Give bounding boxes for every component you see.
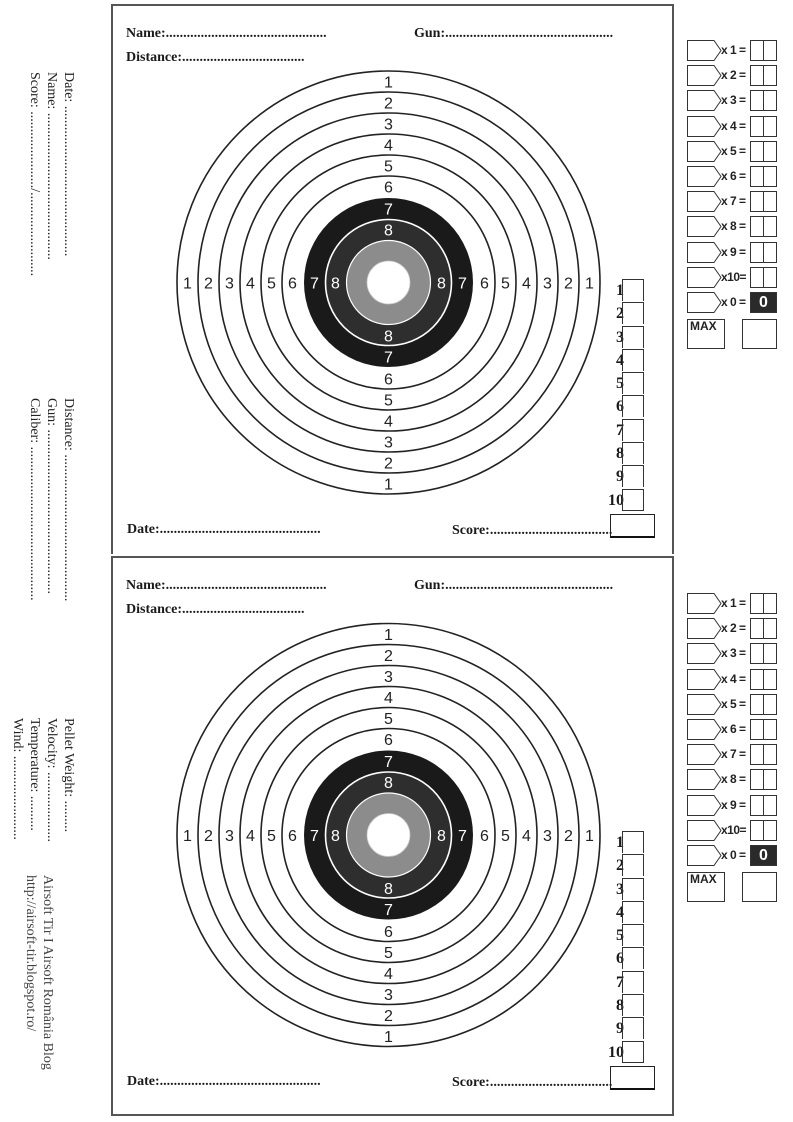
multiplier-label: x 4 = bbox=[721, 118, 746, 133]
score-field[interactable]: Score:................................... bbox=[452, 1075, 613, 1090]
ring-label: 4 bbox=[384, 137, 393, 155]
shot-number: 8 bbox=[616, 997, 624, 1015]
ring-label: 4 bbox=[384, 690, 393, 707]
date-field[interactable]: Date:.............................................. bbox=[127, 1074, 321, 1089]
ring-label: 6 bbox=[384, 179, 393, 197]
multiplier-label: x 6 = bbox=[721, 168, 746, 183]
count-arrow-box-icon[interactable] bbox=[687, 795, 722, 816]
shot-score-box[interactable] bbox=[622, 1017, 644, 1039]
date-field[interactable]: Date:.............................................. bbox=[127, 522, 321, 537]
ring-label: 6 bbox=[288, 275, 297, 293]
shot-row bbox=[596, 442, 656, 465]
ring-label: 4 bbox=[522, 828, 531, 845]
tally-row bbox=[687, 166, 787, 191]
tally-row bbox=[687, 744, 787, 769]
tally-row bbox=[687, 216, 787, 241]
tally-row bbox=[687, 40, 787, 65]
shot-row bbox=[596, 878, 656, 901]
ring-label: 2 bbox=[384, 95, 393, 113]
shot-row bbox=[596, 947, 656, 970]
shot-score-box[interactable] bbox=[622, 372, 644, 394]
target-bottom[interactable] bbox=[177, 624, 600, 1047]
temperature-line[interactable]: Temperature: .......... bbox=[27, 718, 42, 831]
ring-label: 1 bbox=[585, 828, 594, 845]
ring-label: 3 bbox=[384, 669, 393, 686]
multiplier-label: x 9 = bbox=[721, 244, 746, 259]
product-result-box[interactable] bbox=[750, 141, 777, 162]
multiplier-label: x 9 = bbox=[721, 797, 746, 812]
count-arrow-box-icon[interactable] bbox=[687, 292, 722, 313]
ring-label: 6 bbox=[384, 732, 393, 749]
count-arrow-box-icon[interactable] bbox=[687, 618, 722, 639]
shot-score-box[interactable] bbox=[622, 947, 644, 969]
ring-label: 2 bbox=[384, 455, 393, 473]
shot-row bbox=[596, 854, 656, 877]
tally-row bbox=[687, 292, 787, 317]
grand-total-box[interactable] bbox=[742, 872, 777, 902]
multiplier-label: x 0 = bbox=[721, 294, 746, 309]
shot-score-box[interactable] bbox=[622, 279, 644, 301]
tally-row bbox=[687, 769, 787, 794]
shot-score-box[interactable] bbox=[622, 302, 644, 324]
total-score-box[interactable] bbox=[610, 1066, 655, 1090]
product-result-box[interactable] bbox=[750, 694, 777, 715]
ring-label: 8 bbox=[331, 275, 340, 293]
ring-label: 1 bbox=[384, 74, 393, 92]
shot-number: 6 bbox=[616, 950, 624, 968]
ring-label: 8 bbox=[331, 828, 340, 845]
ring-label: 4 bbox=[522, 275, 531, 293]
shot-number: 3 bbox=[616, 880, 624, 898]
shot-score-box[interactable] bbox=[622, 326, 644, 348]
ring-label: 5 bbox=[384, 158, 393, 176]
distance-field[interactable]: Distance:................................... bbox=[126, 50, 305, 65]
product-result-box[interactable] bbox=[750, 65, 777, 86]
tally-row bbox=[687, 795, 787, 820]
grand-total-box[interactable] bbox=[742, 319, 777, 349]
tally-row bbox=[687, 694, 787, 719]
score-field[interactable]: Score:................................... bbox=[452, 523, 613, 538]
count-arrow-box-icon[interactable] bbox=[687, 242, 722, 263]
multiplier-label: x10= bbox=[721, 269, 747, 284]
multiplier-label: x10= bbox=[721, 822, 747, 837]
shot-row bbox=[596, 395, 656, 418]
count-arrow-box-icon[interactable] bbox=[687, 593, 722, 614]
date-line[interactable]: Date: ........................................... bbox=[61, 72, 76, 257]
credits-url[interactable]: http://airsoft-tir.blogspot.ro/ bbox=[23, 875, 38, 1032]
shot-score-box[interactable] bbox=[622, 489, 644, 511]
multiplier-label: x 0 = bbox=[721, 847, 746, 862]
shot-score-box[interactable] bbox=[622, 854, 644, 876]
max-box[interactable]: MAX bbox=[687, 872, 725, 902]
multiplier-label: x 6 = bbox=[721, 721, 746, 736]
velocity-line[interactable]: Velocity: .................... bbox=[44, 718, 59, 843]
ring-label: 8 bbox=[384, 328, 393, 346]
product-result-box[interactable] bbox=[750, 618, 777, 639]
ring-label: 5 bbox=[384, 711, 393, 728]
ring-label: 2 bbox=[204, 275, 213, 293]
count-arrow-box-icon[interactable] bbox=[687, 191, 722, 212]
ring-label: 1 bbox=[384, 1029, 393, 1046]
ring-label: 6 bbox=[384, 924, 393, 941]
gun-line[interactable]: Gun: ............................................... bbox=[44, 398, 59, 594]
ring-label: 4 bbox=[384, 413, 393, 431]
shot-number: 10 bbox=[608, 1043, 624, 1061]
shot-number: 9 bbox=[616, 1020, 624, 1038]
ring-label: 3 bbox=[543, 275, 552, 293]
name-field[interactable]: Name:.............................................. bbox=[126, 578, 327, 593]
shot-row bbox=[596, 465, 656, 488]
tally-row bbox=[687, 90, 787, 115]
score-line[interactable]: Score: ....................../........................ bbox=[27, 72, 42, 277]
ring-label: 4 bbox=[384, 966, 393, 983]
count-arrow-box-icon[interactable] bbox=[687, 820, 722, 841]
tally-row bbox=[687, 643, 787, 668]
name-line[interactable]: Name: .......................................... bbox=[44, 72, 59, 260]
shot-score-box[interactable] bbox=[622, 878, 644, 900]
shot-row bbox=[596, 326, 656, 349]
shot-score-box[interactable] bbox=[622, 901, 644, 923]
ring-label: 3 bbox=[384, 434, 393, 452]
shot-number: 7 bbox=[616, 421, 624, 439]
multiplier-label: x 8 = bbox=[721, 772, 746, 787]
multiplier-label: x 2 = bbox=[721, 68, 746, 83]
product-result-box[interactable] bbox=[750, 216, 777, 237]
count-arrow-box-icon[interactable] bbox=[687, 769, 722, 790]
pellet-weight-line[interactable]: Pellet Weight: ......... bbox=[61, 718, 76, 833]
ring-label: 8 bbox=[384, 222, 393, 240]
ring-label: 2 bbox=[384, 1008, 393, 1025]
count-arrow-box-icon[interactable] bbox=[687, 141, 722, 162]
product-result-box[interactable] bbox=[750, 795, 777, 816]
gun-field[interactable]: Gun:................................................ bbox=[414, 26, 614, 41]
zero-result-box: 0 bbox=[750, 845, 777, 866]
shot-number: 5 bbox=[616, 927, 624, 945]
multiplier-label: x 3 = bbox=[721, 646, 746, 661]
tally-row bbox=[687, 267, 787, 292]
shot-score-box[interactable] bbox=[622, 831, 644, 853]
multiplier-label: x 1 = bbox=[721, 43, 746, 57]
ring-label: 7 bbox=[384, 754, 393, 771]
shot-row bbox=[596, 372, 656, 395]
shot-row bbox=[596, 279, 656, 302]
count-arrow-box-icon[interactable] bbox=[687, 643, 722, 664]
product-result-box[interactable] bbox=[750, 267, 777, 288]
product-result-box[interactable] bbox=[750, 90, 777, 111]
shot-row bbox=[596, 419, 656, 442]
ring-label: 5 bbox=[267, 828, 276, 845]
count-arrow-box-icon[interactable] bbox=[687, 65, 722, 86]
shot-row bbox=[596, 1041, 656, 1064]
shot-row bbox=[596, 1017, 656, 1040]
ring-label: 6 bbox=[288, 828, 297, 845]
multiplier-label: x 7 = bbox=[721, 194, 746, 209]
count-arrow-box-icon[interactable] bbox=[687, 719, 722, 740]
ring-label: 8 bbox=[384, 881, 393, 898]
ring-label: 3 bbox=[225, 828, 234, 845]
credits-title: Airsoft Tir I Airsoft România Blog bbox=[40, 875, 55, 1070]
ring-label: 1 bbox=[183, 275, 192, 293]
ring-label: 7 bbox=[310, 275, 319, 293]
tally-row bbox=[687, 669, 787, 694]
shot-number: 10 bbox=[608, 491, 624, 509]
ring-label: 5 bbox=[501, 828, 510, 845]
ring-label: 5 bbox=[267, 275, 276, 293]
tally-row bbox=[687, 719, 787, 744]
wind-line[interactable]: Wind: ........................ bbox=[10, 718, 25, 840]
shot-number: 3 bbox=[616, 328, 624, 346]
shot-row bbox=[596, 831, 656, 854]
product-result-box[interactable] bbox=[750, 593, 777, 614]
shot-number: 4 bbox=[616, 351, 624, 369]
product-result-box[interactable] bbox=[750, 719, 777, 740]
shot-row bbox=[596, 302, 656, 325]
multiplier-label: x 3 = bbox=[721, 93, 746, 108]
tally-panel-bottom bbox=[687, 593, 787, 904]
tally-row bbox=[687, 65, 787, 90]
ring-label: 6 bbox=[384, 371, 393, 389]
shot-row bbox=[596, 489, 656, 512]
ring-label: 7 bbox=[310, 828, 319, 845]
multiplier-label: x 5 = bbox=[721, 143, 746, 158]
zero-result-box: 0 bbox=[750, 292, 777, 313]
product-result-box[interactable] bbox=[750, 166, 777, 187]
shot-score-box[interactable] bbox=[622, 419, 644, 441]
ring-label: 3 bbox=[384, 116, 393, 134]
count-arrow-box-icon[interactable] bbox=[687, 40, 722, 61]
product-result-box[interactable] bbox=[750, 242, 777, 263]
shot-score-box[interactable] bbox=[622, 1041, 644, 1063]
ring-label: 1 bbox=[183, 828, 192, 845]
count-arrow-box-icon[interactable] bbox=[687, 744, 722, 765]
shot-score-column-top bbox=[596, 279, 656, 512]
ring-label: 8 bbox=[437, 828, 446, 845]
tally-row bbox=[687, 116, 787, 141]
shot-score-box[interactable] bbox=[622, 465, 644, 487]
ring-label: 7 bbox=[458, 828, 467, 845]
ring-label: 3 bbox=[384, 987, 393, 1004]
ring-label: 3 bbox=[543, 828, 552, 845]
product-result-box[interactable] bbox=[750, 820, 777, 841]
ring-label: 5 bbox=[384, 945, 393, 962]
shot-row bbox=[596, 994, 656, 1017]
count-arrow-box-icon[interactable] bbox=[687, 669, 722, 690]
distance-line[interactable]: Distance: .......................................... bbox=[61, 398, 76, 602]
product-result-box[interactable] bbox=[750, 744, 777, 765]
shot-number: 7 bbox=[616, 973, 624, 991]
shot-score-box[interactable] bbox=[622, 349, 644, 371]
multiplier-label: x 7 = bbox=[721, 747, 746, 762]
multiplier-label: x 5 = bbox=[721, 696, 746, 711]
shot-score-column-bottom bbox=[596, 831, 656, 1064]
count-arrow-box-icon[interactable] bbox=[687, 694, 722, 715]
ring-label: 5 bbox=[384, 392, 393, 410]
shot-score-box[interactable] bbox=[622, 395, 644, 417]
product-result-box[interactable] bbox=[750, 191, 777, 212]
shot-number: 8 bbox=[616, 445, 624, 463]
tally-row bbox=[687, 845, 787, 870]
shot-row bbox=[596, 971, 656, 994]
max-box[interactable]: MAX bbox=[687, 319, 725, 349]
ring-label: 4 bbox=[246, 828, 255, 845]
tally-row bbox=[687, 618, 787, 643]
count-arrow-box-icon[interactable] bbox=[687, 90, 722, 111]
bullseye bbox=[367, 261, 410, 304]
shot-number: 9 bbox=[616, 468, 624, 486]
ring-label: 7 bbox=[384, 902, 393, 919]
multiplier-label: x 1 = bbox=[721, 596, 746, 610]
count-arrow-box-icon[interactable] bbox=[687, 845, 722, 866]
caliber-line[interactable]: Caliber: ............................................ bbox=[27, 398, 42, 601]
shot-row bbox=[596, 349, 656, 372]
ring-label: 1 bbox=[384, 627, 393, 644]
distance-field[interactable]: Distance:................................... bbox=[126, 602, 305, 617]
shot-number: 4 bbox=[616, 903, 624, 921]
tally-row bbox=[687, 141, 787, 166]
shot-number: 2 bbox=[616, 857, 624, 875]
shot-number: 2 bbox=[616, 305, 624, 323]
target-top[interactable] bbox=[177, 71, 600, 494]
product-result-box[interactable] bbox=[750, 116, 777, 137]
ring-label: 7 bbox=[384, 349, 393, 367]
ring-label: 1 bbox=[384, 476, 393, 494]
multiplier-label: x 2 = bbox=[721, 621, 746, 636]
ring-label: 2 bbox=[384, 648, 393, 665]
ring-label: 1 bbox=[585, 275, 594, 293]
name-field[interactable]: Name:.............................................. bbox=[126, 26, 327, 41]
ring-label: 6 bbox=[480, 828, 489, 845]
tally-row bbox=[687, 191, 787, 216]
ring-label: 3 bbox=[225, 275, 234, 293]
ring-label: 6 bbox=[480, 275, 489, 293]
multiplier-label: x 8 = bbox=[721, 219, 746, 234]
shot-row bbox=[596, 901, 656, 924]
ring-label: 4 bbox=[246, 275, 255, 293]
ring-label: 7 bbox=[458, 275, 467, 293]
shot-number: 5 bbox=[616, 375, 624, 393]
count-arrow-box-icon[interactable] bbox=[687, 166, 722, 187]
tally-row bbox=[687, 242, 787, 267]
shot-score-box[interactable] bbox=[622, 994, 644, 1016]
shot-number: 6 bbox=[616, 398, 624, 416]
shot-number: 1 bbox=[616, 282, 624, 299]
count-arrow-box-icon[interactable] bbox=[687, 267, 722, 288]
product-result-box[interactable] bbox=[750, 643, 777, 664]
shot-number: 1 bbox=[616, 834, 624, 851]
tally-row bbox=[687, 593, 787, 618]
total-score-box[interactable] bbox=[610, 514, 655, 538]
ring-label: 2 bbox=[564, 828, 573, 845]
ring-label: 8 bbox=[384, 775, 393, 792]
ring-label: 2 bbox=[204, 828, 213, 845]
ring-label: 5 bbox=[501, 275, 510, 293]
gun-field[interactable]: Gun:................................................ bbox=[414, 578, 614, 593]
multiplier-label: x 4 = bbox=[721, 671, 746, 686]
product-result-box[interactable] bbox=[750, 769, 777, 790]
ring-label: 7 bbox=[384, 201, 393, 219]
product-result-box[interactable] bbox=[750, 669, 777, 690]
product-result-box[interactable] bbox=[750, 40, 777, 61]
shot-score-box[interactable] bbox=[622, 442, 644, 464]
shot-row bbox=[596, 924, 656, 947]
ring-label: 8 bbox=[437, 275, 446, 293]
count-arrow-box-icon[interactable] bbox=[687, 216, 722, 237]
shot-score-box[interactable] bbox=[622, 924, 644, 946]
ring-label: 2 bbox=[564, 275, 573, 293]
bullseye bbox=[367, 814, 410, 857]
tally-panel-top bbox=[687, 40, 787, 351]
tally-row bbox=[687, 820, 787, 845]
shot-score-box[interactable] bbox=[622, 971, 644, 993]
count-arrow-box-icon[interactable] bbox=[687, 116, 722, 137]
